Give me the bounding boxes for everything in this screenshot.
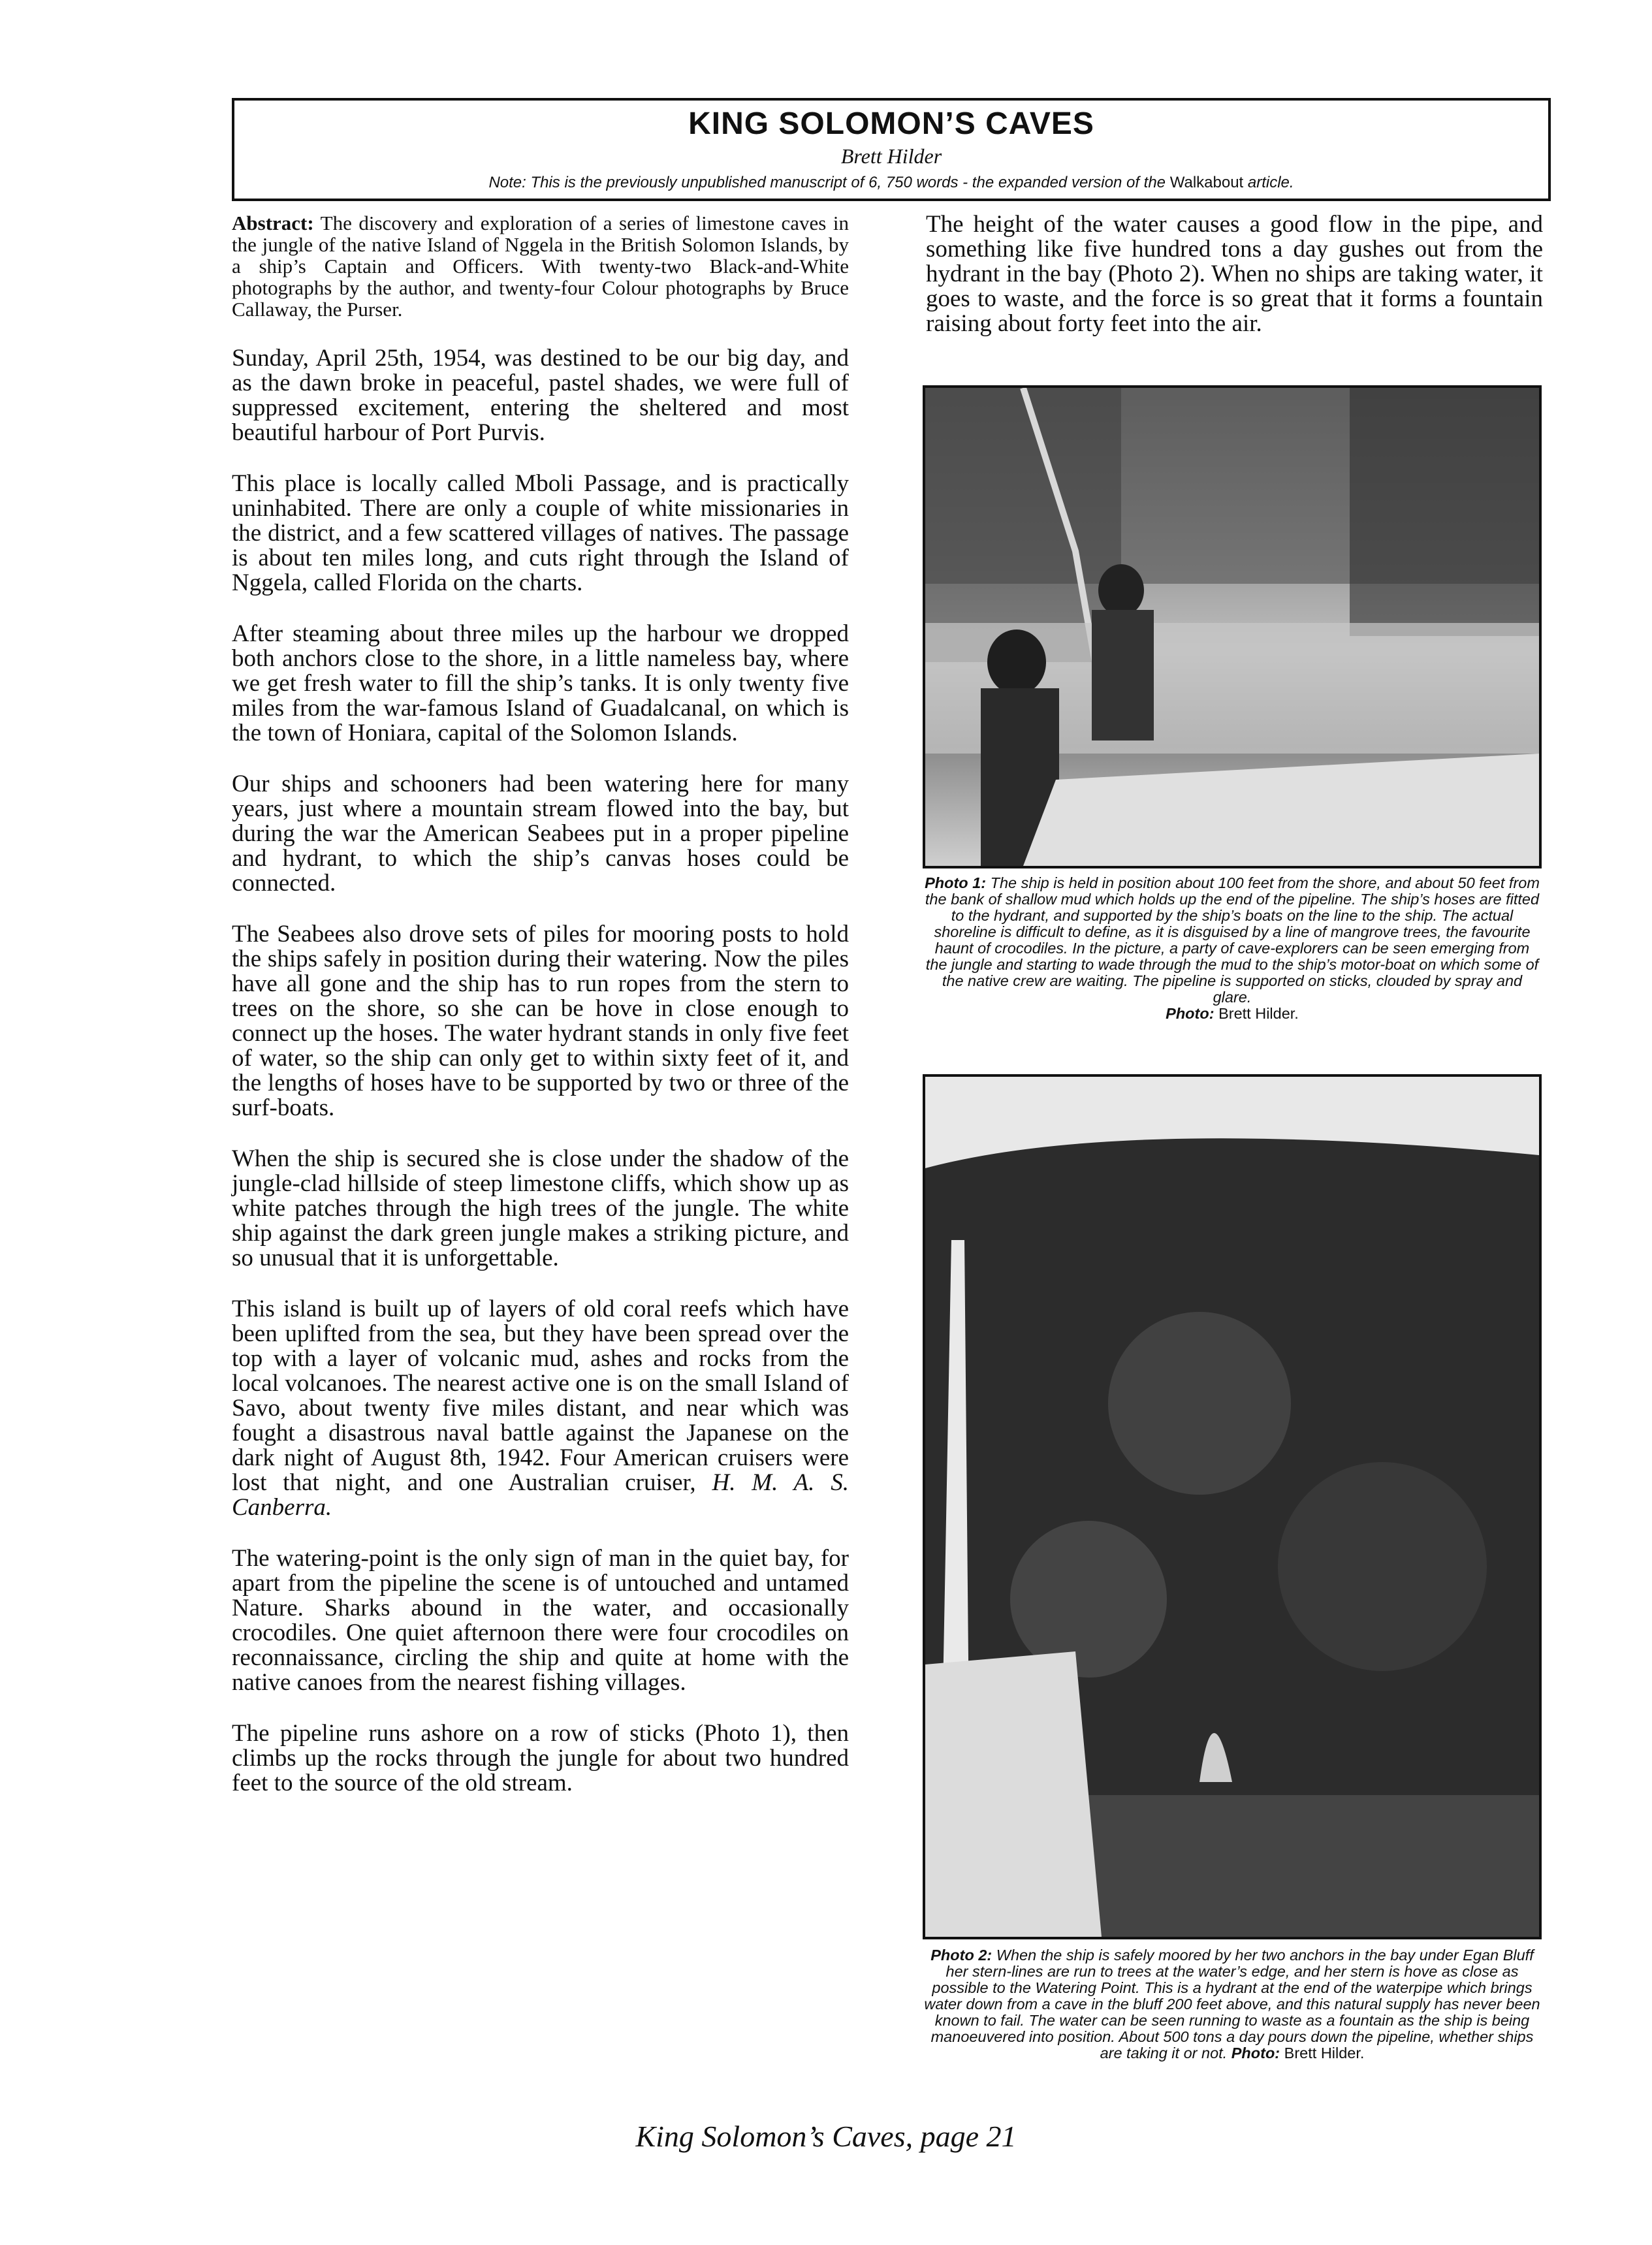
photo-1-credit-label: Photo:: [1166, 1005, 1215, 1022]
abstract-label: Abstract:: [232, 212, 314, 234]
photo-1-credit: Brett Hilder.: [1218, 1005, 1299, 1022]
right-column: [926, 212, 1543, 336]
paragraph-1: Sunday, April 25th, 1954, was destined to be our big day, and as the dawn broke in peaceful, pastel shades, we were full of suppressed excitement, entering the sheltered and most beautiful harbour of Port Purvis.: [232, 345, 849, 446]
abstract-text: The discovery and exploration of a series of limestone caves in the jungle of the native Island of Nggela in the British Solomon Islands, by a ship’s Captain and Officers. With twenty-two Black-and-White photographs by the author, and twenty-four Colour photographs by Bruce Callaway, the Purser.: [232, 212, 849, 321]
article-note: [234, 174, 1548, 192]
right-paragraph-1: The height of the water causes a good flow in the pipe, and something like five hundred tons a day gushes out from the hydrant in the bay (Photo 2). When no ships are taking water, it goes to waste, and the force is so great that it forms a fountain raising about forty feet into the air.: [926, 211, 1543, 337]
article-title: KING SOLOMON’S CAVES: [688, 106, 1094, 141]
photo-2-text: When the ship is safely moored by her two anchors in the bay under Egan Bluff her stern-lines are run to trees at the water’s edge, and her stern is hove as close as possible to the Watering Point. This is a hydrant at the end of the waterpipe which brings water down from a cave in the bluff 200 feet above, and this natural supply has never been known to fail. The water can be seen running to waste as a fountain as the ship is being manoeuvered into position. About 500 tons a day pours down the pipeline, whether ships are taking it or not.: [924, 1947, 1540, 2062]
photo-2-label: Photo 2:: [930, 1947, 993, 1964]
photo-2-caption: [923, 1947, 1542, 2062]
photo-1-illustration: [925, 388, 1539, 866]
paragraph-6: When the ship is secured she is close under the shadow of the jungle-clad hillside of steep limestone cliffs, which show up as white patches through the high trees of the jungle. The white ship against the dark green jungle makes a striking picture, and so unusual that it is unforgettable.: [232, 1145, 849, 1271]
abstract: [232, 212, 849, 320]
photo-1-caption: [923, 875, 1542, 1022]
photo-2-credit: Brett Hilder.: [1284, 2045, 1365, 2062]
left-column: [232, 212, 849, 1822]
photo-2-illustration: [925, 1077, 1539, 1937]
paragraph-5: The Seabees also drove sets of piles for mooring posts to hold the ships safely in position during their watering. Now the piles have all gone and the ship has to run ropes from the stern to trees on the shore, so she can be hove in close enough to connect up the hoses. The water hydrant stands in only five feet of water, so the ship can only get to within sixty feet of it, and the lengths of hoses have to be supported by two or three of the surf-boats.: [232, 921, 849, 1121]
article-author: Brett Hilder: [840, 144, 942, 168]
paragraph-7: [232, 1297, 849, 1520]
note-publication: Walkabout: [1169, 174, 1244, 191]
paragraph-4: Our ships and schooners had been watering here for many years, just where a mountain stream flowed into the bay, but during the war the American Seabees put in a proper pipeline and hydrant, to which the ship’s canvas hoses could be connected.: [232, 771, 849, 897]
photo-1-text: The ship is held in position about 100 feet from the shore, and about 50 feet from the bank of shallow mud which holds up the end of the pipeline. The ship’s hoses are fitted to the hydrant, and supported by the ship’s boats on the line to the ship. The actual shoreline is difficult to define, as it is disguised by a line of mangrove trees, the favourite haunt of crocodiles. In the picture, a party of cave-explorers can be seen emerging from the jungle and starting to wade through the mud to the ship’s motor-boat on which some of the native crew are waiting. The pipeline is supported on sticks, clouded by spray and glare.: [925, 874, 1540, 1006]
title-box: [232, 98, 1551, 201]
photo-1-image: [923, 385, 1542, 868]
page-footer: King Solomon’s Caves, page 21: [635, 2120, 1017, 2153]
paragraph-2: This place is locally called Mboli Passage, and is practically uninhabited. There are only a couple of white missionaries in the district, and a few scattered villages of natives. The passage is about ten miles long, and cuts right through the Island of Nggela, called Florida on the charts.: [232, 470, 849, 596]
ship-name: H. M. A. S. Canberra.: [232, 1469, 849, 1521]
photo-2-credit-label: Photo:: [1231, 2045, 1280, 2062]
note-end: article.: [1247, 174, 1294, 191]
photo-2-image: [923, 1074, 1542, 1939]
note-text: Note: This is the previously unpublished manuscript of 6, 750 words - the expanded version of the: [488, 174, 1166, 191]
paragraph-9: The pipeline runs ashore on a row of sticks (Photo 1), then climbs up the rocks through the jungle for about two hundred feet to the source of the old stream.: [232, 1720, 849, 1796]
paragraph-8: The watering-point is the only sign of man in the quiet bay, for apart from the pipeline the scene is of untouched and untamed Nature. Sharks abound in the water, and occasionally crocodiles. One quiet afternoon there were four crocodiles on reconnaissance, circling the ship and quite at home with the native canoes from the nearest fishing villages.: [232, 1545, 849, 1696]
photo-1-label: Photo 1:: [925, 874, 987, 891]
paragraph-3: After steaming about three miles up the harbour we dropped both anchors close to the shore, in a little nameless bay, where we get fresh water to fill the ship’s tanks. It is only twenty five miles from the war-famous Island of Guadalcanal, on which is the town of Honiara, capital of the Solomon Islands.: [232, 620, 849, 746]
paragraph-7-text: This island is built up of layers of old coral reefs which have been uplifted from the sea, but they have been spread over the top with a layer of volcanic mud, ashes and rocks from the local volcanoes. The nearest active one is on the small Island of Savo, about twenty five miles distant, and near which was fought a disastrous naval battle against the Japanese on the dark night of August 8th, 1942. Four American cruisers were lost that night, and one Australian cruiser,: [232, 1296, 849, 1496]
